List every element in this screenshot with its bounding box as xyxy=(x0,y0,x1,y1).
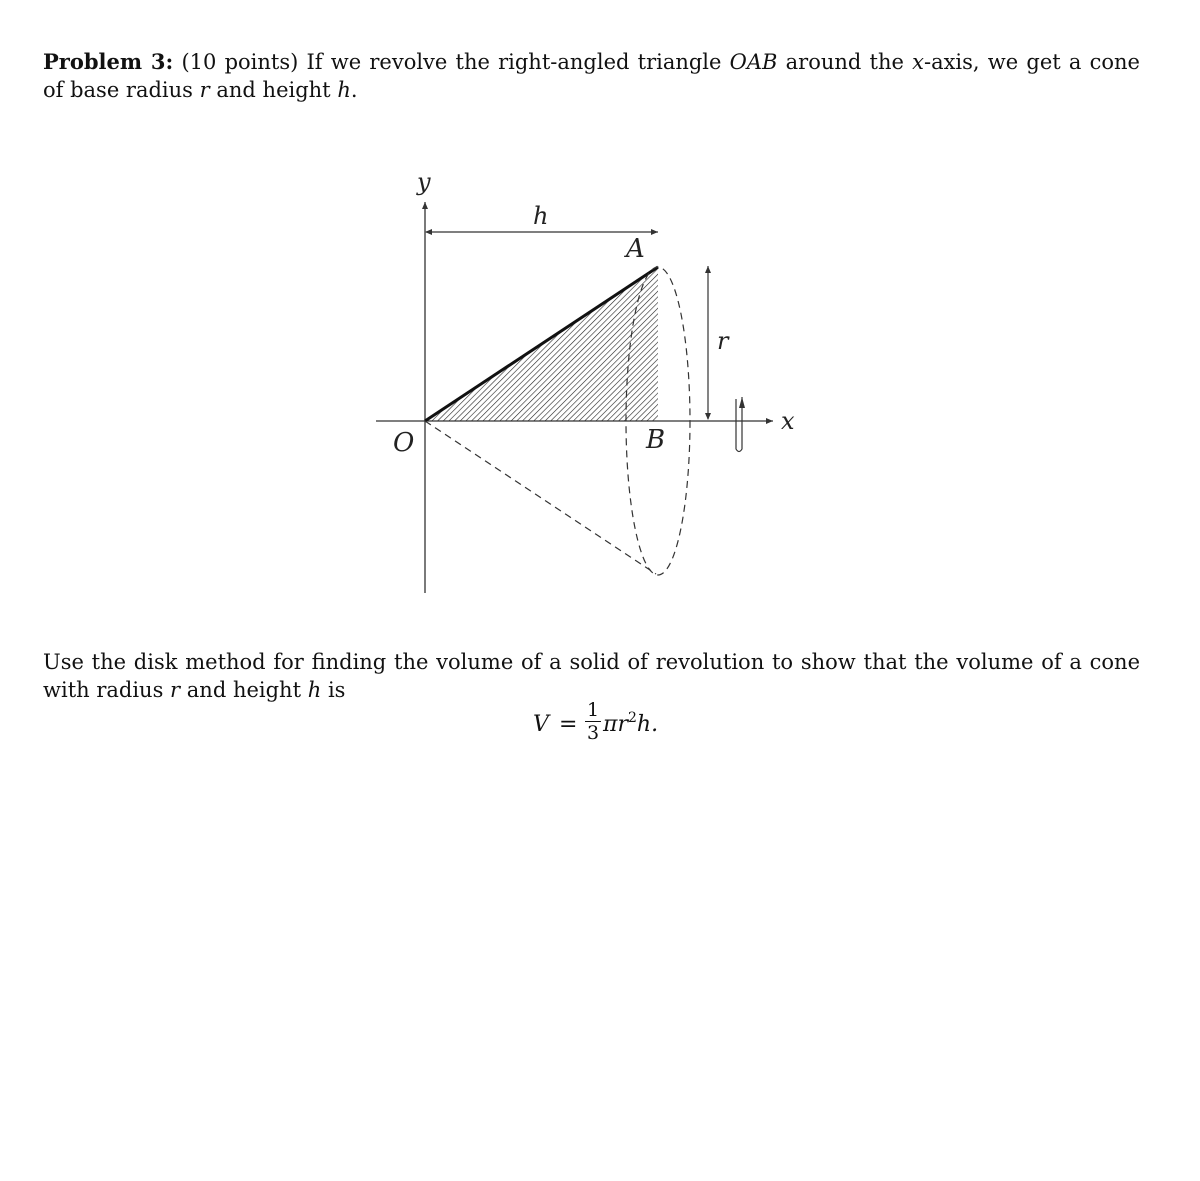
problem-text: . xyxy=(350,78,358,102)
point-b-label: B xyxy=(646,425,666,455)
formula-exponent: 2 xyxy=(627,710,637,726)
formula-equals: = xyxy=(559,712,578,737)
cone-figure xyxy=(370,160,820,600)
instruction-text xyxy=(43,648,1140,704)
rotation-arrow-icon xyxy=(736,397,745,452)
axis-variable: x xyxy=(912,50,924,74)
cone-lower-edge xyxy=(425,421,656,574)
triangle-name: OAB xyxy=(729,50,778,74)
formula-lhs: V xyxy=(533,712,549,737)
problem-text: and height xyxy=(216,78,331,102)
origin-label: O xyxy=(393,428,415,458)
fraction-numerator: 1 xyxy=(586,699,600,721)
radius-label: r xyxy=(717,327,729,355)
height-variable: h xyxy=(337,78,351,102)
problem-text: If we revolve the right-angled triangle xyxy=(306,50,722,74)
fraction-denominator: 3 xyxy=(586,722,600,744)
instruction-part: Use the disk method for finding the volume of a solid of revolution to show that the volume of a cone with radius xyxy=(43,650,1140,702)
y-axis-label: y xyxy=(417,168,431,196)
formula-pi-r: πr xyxy=(603,712,628,737)
radius-variable: r xyxy=(170,678,181,702)
formula-tail: h. xyxy=(636,712,659,737)
height-label: h xyxy=(533,202,549,230)
instruction-part: is xyxy=(327,678,346,702)
formula-fraction xyxy=(585,700,601,743)
height-variable: h xyxy=(307,678,322,702)
problem-statement xyxy=(43,48,1140,104)
problem-label: Problem 3: xyxy=(43,49,174,74)
formula-rhs xyxy=(603,712,658,737)
instruction-part: and height xyxy=(186,678,302,702)
x-axis-label: x xyxy=(781,407,795,435)
radius-variable: r xyxy=(199,78,210,102)
problem-text: -axis, we get a cone of base radius xyxy=(43,50,1140,102)
problem-text: around the xyxy=(785,50,904,74)
point-a-label: A xyxy=(626,234,645,264)
problem-points: (10 points) xyxy=(181,50,299,74)
